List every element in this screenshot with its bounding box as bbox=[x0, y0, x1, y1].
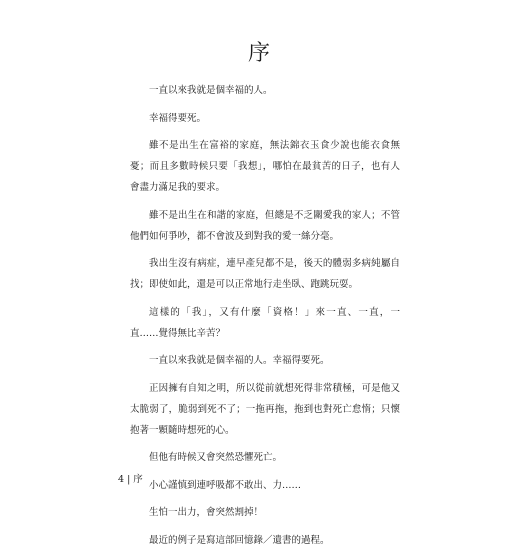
paragraph: 我出生沒有病症，連早產兒都不是，後天的體弱多病純屬自找；即使如此，還是可以正常地行走坐臥、跑跳玩耍。 bbox=[130, 258, 400, 290]
page-footer: 4 | 序 bbox=[118, 474, 143, 485]
paragraph: 這樣的「我」，又有什麼「資格！」來一直、一直，一直……覺得無比辛苦？ bbox=[130, 306, 400, 339]
paragraph: 幸福得要死。 bbox=[149, 112, 207, 124]
paragraph: 雖不是出生在和諧的家庭，但總是不乏關愛我的家人；不管他們如何爭吵，都不會波及到對我的愛一絲分毫。 bbox=[130, 209, 400, 242]
paragraph: 但他有時候又會突然恐懼死亡。 bbox=[149, 452, 283, 463]
paragraph: 一直以來我就是個幸福的人。 bbox=[149, 85, 273, 96]
paragraph: 最近的例子是寫這部回憶錄／遺書的過程。 bbox=[149, 534, 330, 546]
page-title: 序 bbox=[247, 41, 272, 66]
paragraph: 小心謹慎到連呼吸都不敢出、力…… bbox=[149, 479, 302, 491]
paragraph: 生怕一出力，會突然割掉！ bbox=[149, 507, 264, 518]
paragraph: 一直以來我就是個幸福的人。幸福得要死。 bbox=[149, 355, 330, 366]
preface-body bbox=[130, 80, 400, 557]
paragraph: 雖不是出生在富裕的家庭，無法錦衣玉食少說也能衣食無憂；而且多數時候只要「我想」，哪怕在最貧苦的日子，也有人會盡力滿足我的要求。 bbox=[130, 140, 400, 193]
paragraph: 正因擁有自知之明，所以從前就想死得非常積極，可是他又太脆弱了，脆弱到死不了；一拖再拖，拖到也對死亡怠惰；只懷抱著一顆隨時想死的心。 bbox=[130, 382, 400, 436]
